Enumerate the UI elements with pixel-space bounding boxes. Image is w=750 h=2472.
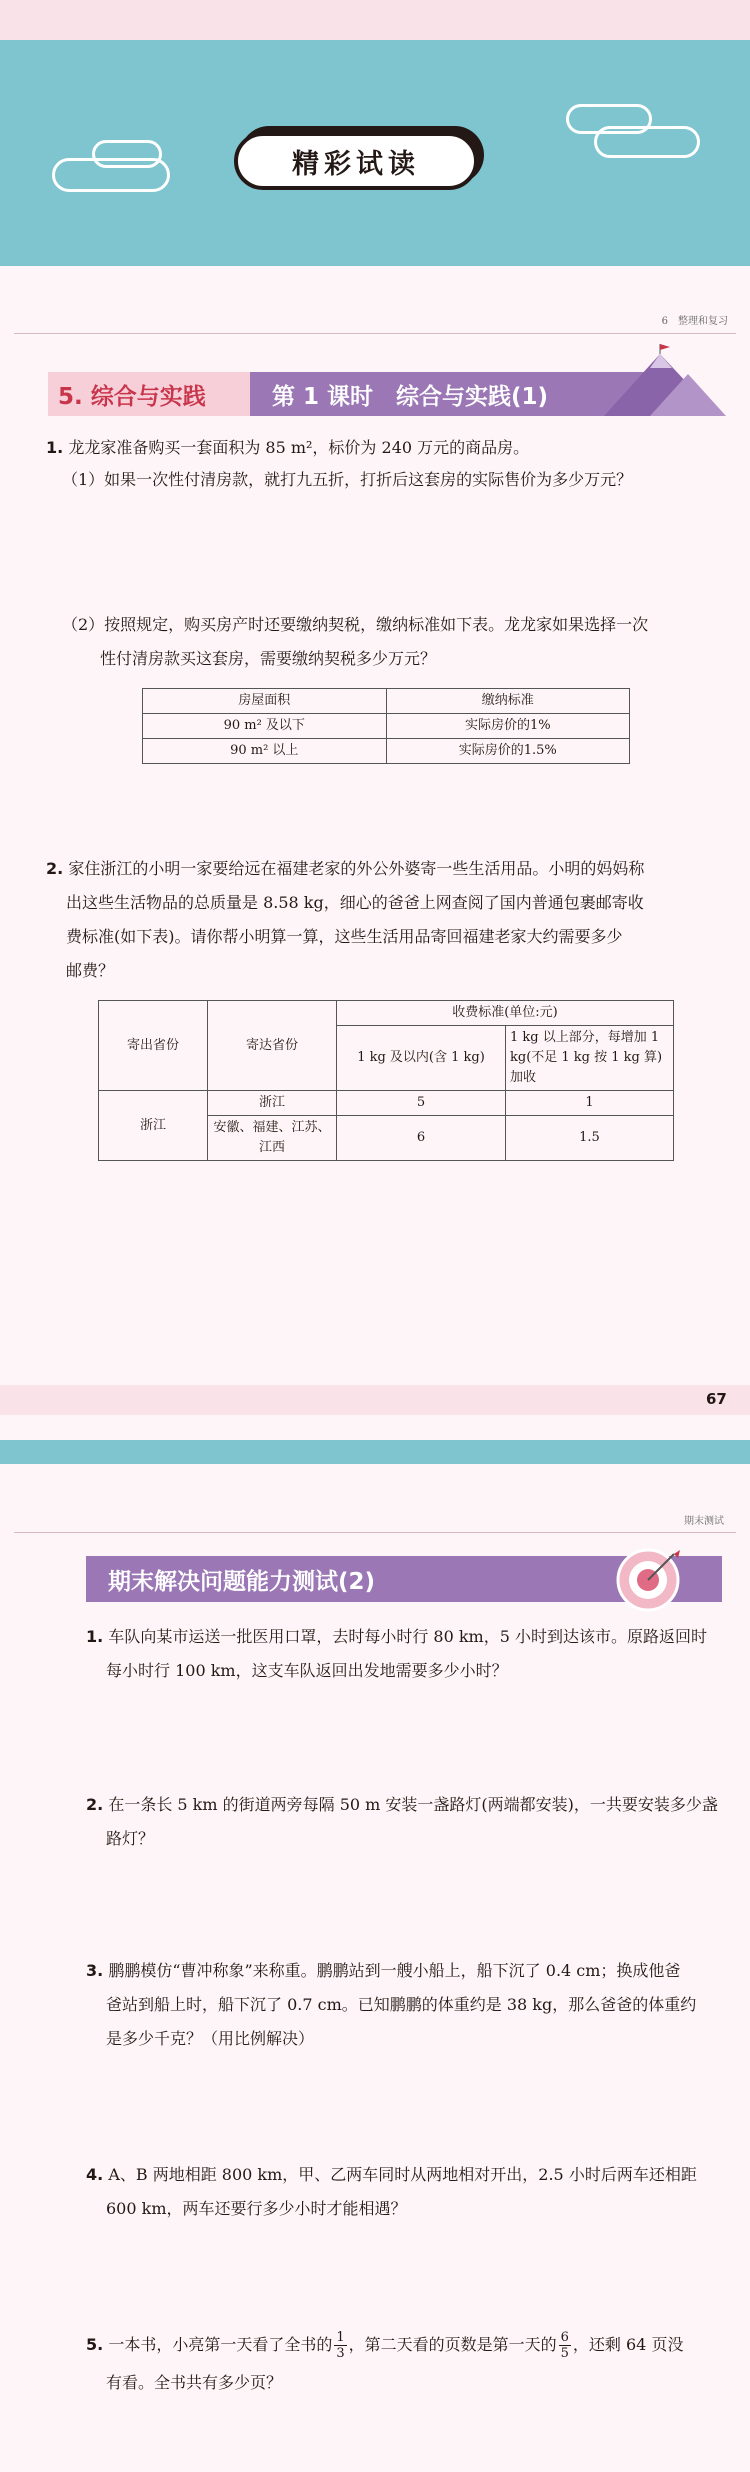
fraction (334, 2330, 346, 2361)
table-header: 1 kg 及以内(含 1 kg) (337, 1026, 506, 1091)
footer-strip (0, 1385, 750, 1415)
table-header-row (99, 1001, 674, 1026)
question-number: 4. (86, 2165, 104, 2184)
question-number: 5. (86, 2335, 104, 2354)
header-rule (14, 333, 736, 334)
table-cell: 6 (337, 1116, 506, 1161)
question-line: A、B 两地相距 800 km，甲、乙两车同时从两地相对开出，2.5 小时后两车还相距 (108, 2165, 697, 2184)
question-line: 600 km，两车还要行多少小时才能相遇？ (106, 2199, 407, 2218)
fraction-denominator: 5 (560, 2346, 569, 2361)
table-cell: 90 m² 以上 (143, 739, 387, 764)
table-header: 寄出省份 (99, 1001, 208, 1091)
question-1-part-2: （2）按照规定，购买房产时还要缴纳契税，缴纳标准如下表。龙龙家如果选择一次 (62, 615, 649, 634)
question-line: 鹏鹏模仿“曹冲称象”来称重。鹏鹏站到一艘小船上，船下沉了 0.4 cm；换成他爸 (108, 1961, 681, 1980)
question-line: 邮费？ (66, 961, 115, 980)
question-4 (86, 2158, 726, 2226)
table-row (143, 739, 630, 764)
banner-title: 精彩试读 (234, 132, 478, 190)
question-line: 爸站到船上时，船下沉了 0.7 cm。已知鹏鹏的体重约是 38 kg，那么爸爸的体重约 (106, 1995, 697, 2014)
question-line: 车队向某市运送一批医用口罩，去时每小时行 80 km，5 小时到达该市。原路返回时 (108, 1627, 707, 1646)
table-header: 1 kg 以上部分，每增加 1 kg(不足 1 kg 按 1 kg 算)加收 (506, 1026, 674, 1091)
page-divider (0, 1440, 750, 1464)
table-header-row (143, 689, 630, 714)
table-cell: 浙江 (99, 1091, 208, 1161)
question-5 (86, 2326, 726, 2402)
question-line: 路灯？ (106, 1829, 155, 1848)
page-header: 期末测试 (684, 1516, 724, 1527)
question-number: 2. (86, 1795, 104, 1814)
table-row (99, 1091, 674, 1116)
fraction-numerator: 1 (336, 2330, 345, 2345)
question-1 (46, 432, 706, 464)
table-header: 寄达省份 (208, 1001, 337, 1091)
postage-table (98, 1000, 674, 1161)
question-1-part-1: （1）如果一次性付清房款，就打九五折，打折后这套房的实际售价为多少万元？ (62, 470, 633, 489)
table-cell: 安徽、福建、江苏、江西 (208, 1116, 337, 1161)
question-line: 是多少千克？（用比例解决） (106, 2029, 315, 2048)
mountain-icon (600, 344, 730, 418)
fraction (559, 2330, 571, 2361)
table-cell: 1.5 (506, 1116, 674, 1161)
target-icon (614, 1544, 684, 1614)
question-3 (86, 1954, 726, 2056)
table-cell: 浙江 (208, 1091, 337, 1116)
question-line: 每小时行 100 km，这支车队返回出发地需要多少小时？ (106, 1661, 508, 1680)
section-title: 5. 综合与实践 (58, 384, 206, 410)
table-cell: 1 (506, 1091, 674, 1116)
section-title: 期末解决问题能力测试(2) (86, 1556, 722, 1602)
question-line: 出这些生活物品的总质量是 8.58 kg，细心的爸爸上网查阅了国内普通包裹邮寄收 (66, 893, 644, 912)
table-row (143, 714, 630, 739)
question-line: 在一条长 5 km 的街道两旁每隔 50 m 安装一盏路灯(两端都安装)，一共要安装多少盏 (108, 1795, 718, 1814)
question-number: 1. (46, 438, 64, 457)
question-1-part-2-cont: 性付清房款买这套房，需要缴纳契税多少万元？ (100, 649, 437, 668)
tax-table (142, 688, 630, 764)
question-number: 2. (46, 859, 64, 878)
table-header: 房屋面积 (143, 689, 387, 714)
question-line: 有看。全书共有多少页？ (106, 2373, 283, 2392)
question-text: 一本书，小亮第一天看了全书的 (108, 2335, 333, 2354)
table-header: 收费标准(单位:元) (337, 1001, 674, 1026)
fraction-numerator: 6 (560, 2330, 569, 2345)
question-text: ，还剩 64 页没 (572, 2335, 684, 2354)
cloud-left-top-icon (92, 140, 162, 168)
question-line: 费标准(如下表)。请你帮小明算一算，这些生活用品寄回福建老家大约需要多少 (66, 927, 623, 946)
question-2 (46, 852, 716, 988)
question-number: 3. (86, 1961, 104, 1980)
table-cell: 5 (337, 1091, 506, 1116)
page-header: 6 整理和复习 (661, 316, 728, 327)
fraction-denominator: 3 (336, 2346, 345, 2361)
page-number: 67 (706, 1390, 727, 1408)
header-rule (14, 1532, 736, 1533)
question-number: 1. (86, 1627, 104, 1646)
question-line: 家住浙江的小明一家要给远在福建老家的外公外婆寄一些生活用品。小明的妈妈称 (68, 859, 645, 878)
table-cell: 实际房价的1% (386, 714, 630, 739)
cloud-right-icon (594, 126, 700, 158)
table-header: 缴纳标准 (386, 689, 630, 714)
table-cell: 90 m² 及以下 (143, 714, 387, 739)
top-strip (0, 0, 750, 40)
lesson-title: 第 1 课时 综合与实践(1) (250, 372, 670, 416)
question-2 (86, 1788, 726, 1856)
question-1 (86, 1620, 726, 1688)
table-cell: 实际房价的1.5% (386, 739, 630, 764)
question-text: ，第二天看的页数是第一天的 (348, 2335, 557, 2354)
question-text: 龙龙家准备购买一套面积为 85 m²，标价为 240 万元的商品房。 (68, 438, 530, 457)
